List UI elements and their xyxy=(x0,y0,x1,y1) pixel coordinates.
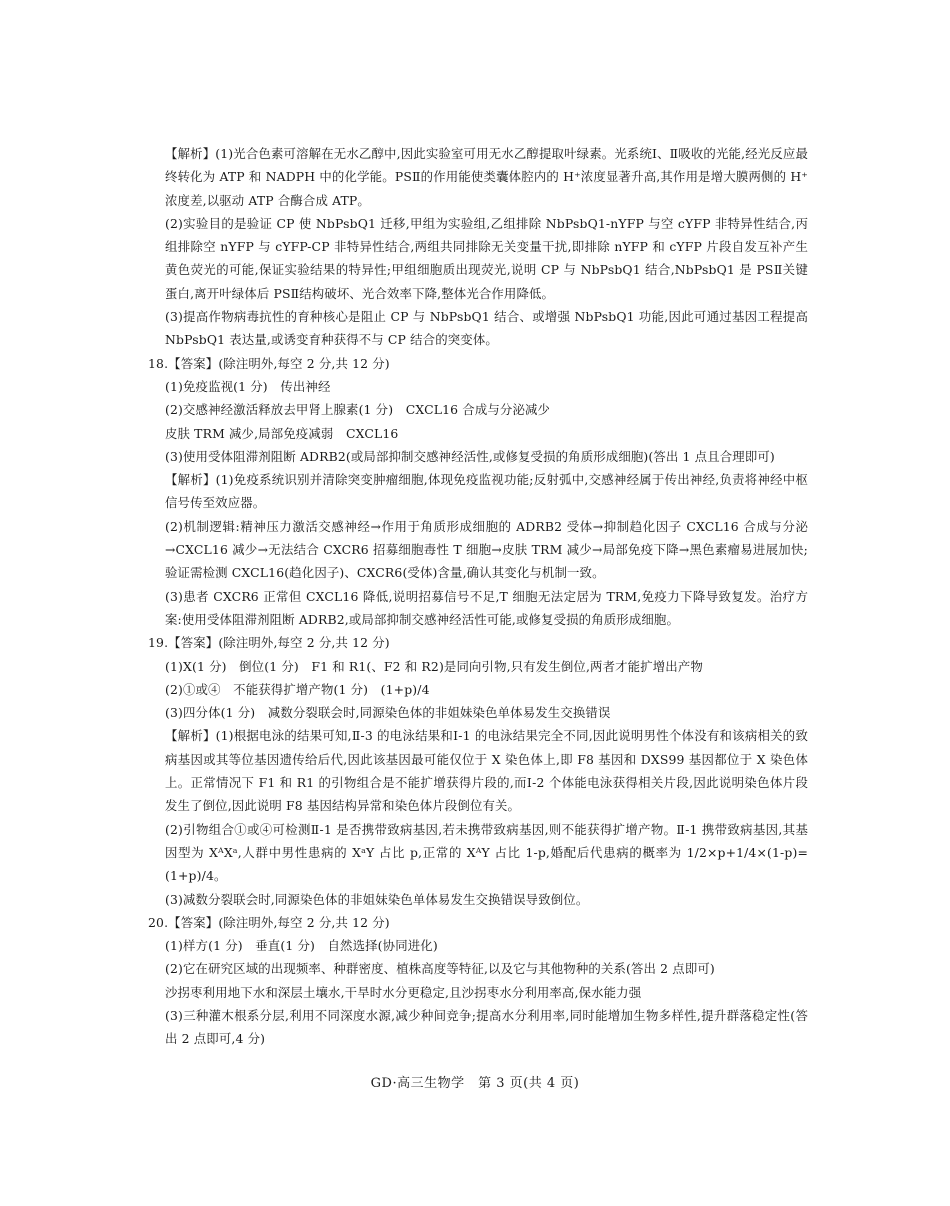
question-17-analysis xyxy=(148,142,808,352)
answer-line: (1)X(1 分) 倒位(1 分) F1 和 R1(、F2 和 R2)是同向引物,只有发生倒位,两者才能扩增出产物 xyxy=(165,658,703,674)
analysis-paragraph: 【解析】(1)光合色素可溶解在无水乙醇中,因此实验室可用无水乙醇提取叶绿素。光系统Ⅰ、Ⅱ吸收的光能,经光反应最终转化为 ATP 和 NADPH 中的化学能。PSⅡ的作用能使类囊体腔内的 H⁺浓度显著升高,其作用是增大膜两侧的 H⁺浓度差,以驱动 ATP 合酶合成 ATP。 xyxy=(165,146,808,208)
answer-line: (3)四分体(1 分) 减数分裂联会时,同源染色体的非姐妹染色单体易发生交换错误 xyxy=(165,705,611,721)
answer-line: 皮肤 TRM 减少,局部免疫减弱 CXCL16 xyxy=(165,425,399,441)
answer-line: 沙拐枣利用地下水和深层土壤水,干旱时水分更稳定,且沙拐枣水分利用率高,保水能力强 xyxy=(165,984,642,1000)
answer-line: (2)交感神经激活释放去甲肾上腺素(1 分) CXCL16 合成与分泌减少 xyxy=(165,402,551,418)
question-body xyxy=(148,655,808,911)
analysis-paragraph: (3)患者 CXCR6 正常但 CXCL16 降低,说明招募信号不足,T 细胞无法定居为 TRM,免疫力下降导致复发。治疗方案:使用受体阻滞剂阻断 ADRB2,或局部抑制交感神经活性可能,或修复受损的角质形成细胞。 xyxy=(165,588,808,627)
question-heading: 19.【答案】(除注明外,每空 2 分,共 12 分) xyxy=(148,635,390,651)
answer-line: (3)三种灌木根系分层,利用不同深度水源,减少种间竞争;提高水分利用率,同时能增加生物多样性,提升群落稳定性(答出 2 点即可,4 分) xyxy=(165,1007,808,1047)
answer-line: (3)使用受体阻滞剂阻断 ADRB2(或局部抑制交感神经活性,或修复受损的角质形成细胞)(答出 1 点且合理即可) xyxy=(165,448,775,464)
question-body xyxy=(148,375,808,631)
question-20 xyxy=(148,911,808,1051)
answer-line: (1)免疫监视(1 分) 传出神经 xyxy=(165,378,331,394)
answer-line: (2)它在研究区域的出现频率、种群密度、植株高度等特征,以及它与其他物种的关系(答出 2 点即可) xyxy=(165,961,715,977)
question-heading: 20.【答案】(除注明外,每空 2 分,共 12 分) xyxy=(148,914,390,930)
answer-line: (2)①或④ 不能获得扩增产物(1 分) (1+p)/4 xyxy=(165,681,430,697)
answer-line: (1)样方(1 分) 垂直(1 分) 自然选择(协同进化) xyxy=(165,938,438,954)
analysis-paragraph: (2)实验目的是验证 CP 使 NbPsbQ1 迁移,甲组为实验组,乙组排除 NbPsbQ1-nYFP 与空 cYFP 非特异性结合,丙组排除空 nYFP 与 cYFP-CP 非特异性结合,两组共同排除无关变量干扰,即排除 nYFP 和 cYFP 片段自发互补产生黄色荧光的可能,保证实验结果的特异性;甲组细胞质出现荧光,说明 CP 与 NbPsbQ1 结合,NbPsbQ1 是 PSⅡ关键蛋白,离开叶绿体后 PSⅡ结构破坏、光合效率下降,整体光合作用降低。 xyxy=(165,215,808,301)
analysis-paragraph: 【解析】(1)根据电泳的结果可知,Ⅱ-3 的电泳结果和Ⅰ-1 的电泳结果完全不同,因此说明男性个体没有和该病相关的致病基因或其等位基因遗传给后代,因此该基因最可能仅位于 X 染色体上,即 F8 基因和 DXS99 基因都位于 X 染色体上。正常情况下 F1 和 R1 的引物组合是不能扩增获得片段的,而Ⅰ-2 个体能电泳获得相关片段,因此说明染色体片段发生了倒位,因此说明 F8 基因结构异常和染色体片段倒位有关。 xyxy=(165,728,808,814)
analysis-paragraph: (3)减数分裂联会时,同源染色体的非姐妹染色单体易发生交换错误导致倒位。 xyxy=(165,891,589,907)
analysis-paragraph: 【解析】(1)免疫系统识别并清除突变肿瘤细胞,体现免疫监视功能;反射弧中,交感神经属于传出神经,负责将神经中枢信号传至效应器。 xyxy=(165,472,808,511)
analysis-paragraph: (2)机制逻辑:精神压力激活交感神经→作用于角质形成细胞的 ADRB2 受体→抑制趋化因子 CXCL16 合成与分泌→CXCL16 减少→无法结合 CXCR6 招募细胞毒性 T 细胞→皮肤 TRM 减少→局部免疫下降→黑色素瘤易进展加快;验证需检测 CXCL16(趋化因子)、CXCR6(受体)含量,确认其变化与机制一致。 xyxy=(165,518,808,581)
question-body xyxy=(148,934,808,1050)
question-heading: 18.【答案】(除注明外,每空 2 分,共 12 分) xyxy=(148,355,390,371)
question-18 xyxy=(148,352,808,632)
answer-content xyxy=(148,142,808,1051)
analysis-paragraph: (2)引物组合①或④可检测Ⅱ-1 是否携带致病基因,若未携带致病基因,则不能获得扩增产物。Ⅱ-1 携带致病基因,其基因型为 XᴬXᵃ,人群中男性患病的 XᵃY 占比 p,正常的 XᴬY 占比 1-p,婚配后代患病的概率为 1/2×p+1/4×(1-p)=(1+p)/4。 xyxy=(165,821,808,884)
analysis-paragraph: (3)提高作物病毒抗性的育种核心是阻止 CP 与 NbPsbQ1 结合、或增强 NbPsbQ1 功能,因此可通过基因工程提高 NbPsbQ1 表达量,或诱变育种获得不与 CP 结合的突变体。 xyxy=(165,309,808,348)
question-19 xyxy=(148,631,808,911)
page-footer: GD·高三生物学 第 3 页(共 4 页) xyxy=(370,1076,580,1091)
